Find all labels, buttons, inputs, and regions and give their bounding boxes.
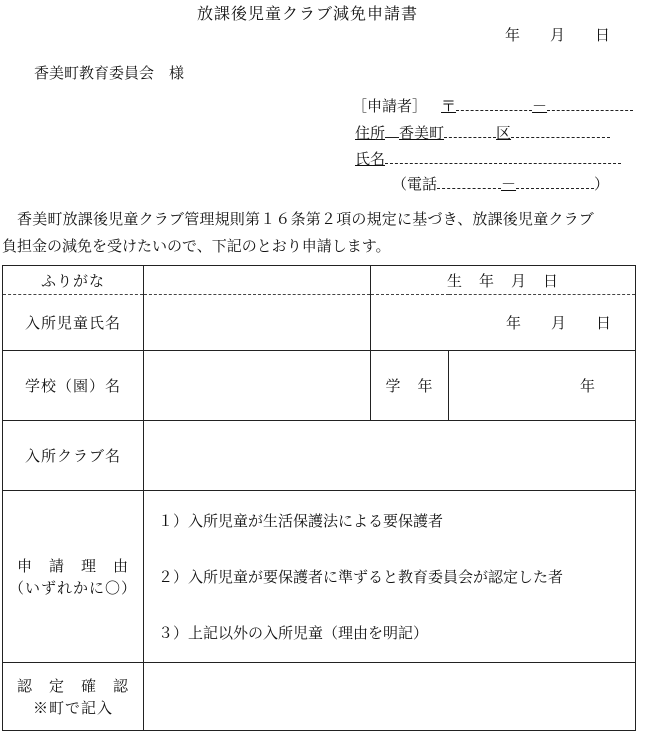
reason-option-3[interactable]: ３）上記以外の入所児童（理由を明記） bbox=[158, 623, 429, 642]
body-text-line-2: 負担金の減免を受けたいので、下記のとおり申請します。 bbox=[2, 237, 391, 255]
applicant-label: ［申請者］ bbox=[352, 97, 428, 115]
postal-mark: 〒 bbox=[441, 97, 457, 115]
phone-sep: － bbox=[501, 175, 517, 193]
date-line: 年 月 日 bbox=[505, 26, 611, 44]
club-name-label: 入所クラブ名 bbox=[3, 421, 144, 491]
birthdate-value: 年 月 日 bbox=[506, 314, 612, 332]
name-field[interactable] bbox=[385, 150, 621, 164]
reason-options bbox=[144, 491, 636, 663]
applicant-name-line bbox=[355, 148, 621, 169]
confirm-label bbox=[3, 663, 144, 731]
name-label: 氏名 bbox=[355, 150, 386, 168]
reason-label bbox=[3, 491, 144, 663]
grade-value: 年 bbox=[580, 377, 596, 395]
phone-close: ） bbox=[594, 175, 610, 193]
confirm-label-line-1: 認 定 確 認 bbox=[16, 676, 129, 695]
grade-field[interactable] bbox=[449, 351, 636, 421]
applicant-postal-line bbox=[352, 95, 633, 116]
school-label: 学校（園）名 bbox=[3, 351, 144, 421]
birthdate-header: 生 年 月 日 bbox=[371, 266, 636, 295]
body-text-line-1: 香美町放課後児童クラブ管理規則第１６条第２項の規定に基づき、放課後児童クラブ bbox=[17, 210, 595, 228]
application-table bbox=[2, 265, 636, 731]
postal-sep: － bbox=[532, 97, 548, 115]
applicant-address-line bbox=[355, 122, 610, 143]
address-label: 住所 bbox=[355, 124, 386, 142]
postal-code-first-field[interactable] bbox=[456, 97, 532, 111]
reason-label-line-1: 申 請 理 由 bbox=[16, 556, 129, 575]
address-detail-field[interactable] bbox=[511, 124, 610, 138]
phone-open: （電話 bbox=[392, 175, 438, 193]
addressee: 香美町教育委員会 様 bbox=[34, 64, 185, 82]
address-ward: 区 bbox=[496, 124, 512, 142]
grade-label: 学 年 bbox=[371, 351, 449, 421]
furigana-field[interactable] bbox=[144, 266, 371, 295]
document-title: 放課後児童クラブ減免申請書 bbox=[197, 4, 419, 23]
child-name-label: 入所児童氏名 bbox=[3, 295, 144, 351]
reason-option-1[interactable]: １）入所児童が生活保護法による要保護者 bbox=[158, 511, 444, 530]
postal-code-second-field[interactable] bbox=[547, 97, 633, 111]
club-name-field[interactable] bbox=[144, 421, 636, 491]
phone-first-field[interactable] bbox=[437, 175, 501, 189]
child-name-field[interactable] bbox=[144, 295, 371, 351]
school-field[interactable] bbox=[144, 351, 371, 421]
applicant-phone-line bbox=[392, 173, 609, 194]
confirm-label-line-2: ※町で記入 bbox=[32, 698, 113, 717]
furigana-label: ふりがな bbox=[3, 266, 144, 295]
phone-second-field[interactable] bbox=[516, 175, 594, 189]
reason-option-2[interactable]: ２）入所児童が要保護者に準ずると教育委員会が認定した者 bbox=[158, 567, 564, 586]
reason-label-line-2: （いずれかに〇） bbox=[8, 578, 137, 597]
confirm-field[interactable] bbox=[144, 663, 636, 731]
address-district-field[interactable] bbox=[444, 124, 496, 138]
birthdate-field[interactable] bbox=[371, 295, 636, 351]
address-town: 香美町 bbox=[399, 124, 445, 142]
